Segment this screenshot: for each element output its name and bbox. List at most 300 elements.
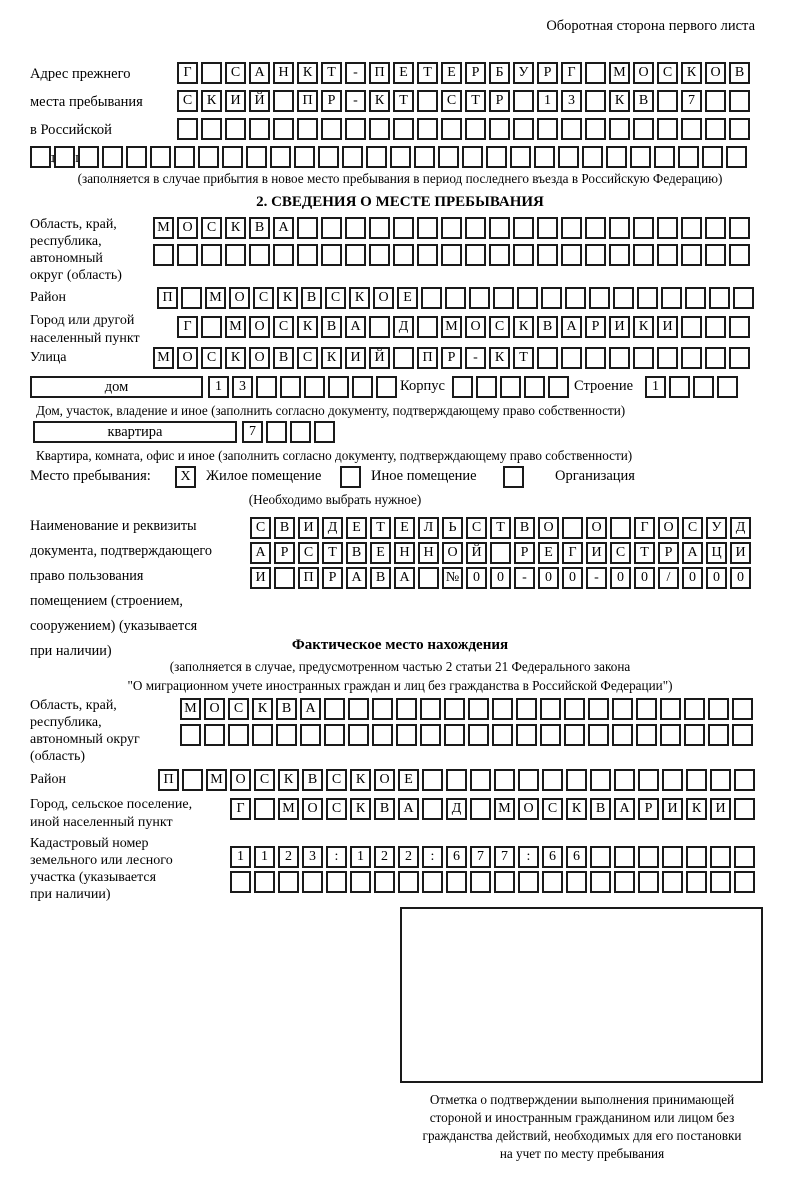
form-cell[interactable]: Д	[446, 798, 467, 820]
form-cell[interactable]	[585, 244, 606, 266]
form-cell[interactable]	[493, 287, 514, 309]
form-cell[interactable]: Р	[514, 542, 535, 564]
form-cell[interactable]: М	[206, 769, 227, 791]
form-cell[interactable]	[609, 217, 630, 239]
form-cell[interactable]	[494, 871, 515, 893]
form-cell[interactable]	[246, 146, 267, 168]
form-cell[interactable]: 0	[730, 567, 751, 589]
form-cell[interactable]: Г	[230, 798, 251, 820]
form-cell[interactable]	[513, 118, 534, 140]
form-cell[interactable]	[681, 244, 702, 266]
form-cell[interactable]: П	[369, 62, 390, 84]
form-cell[interactable]: К	[686, 798, 707, 820]
form-cell[interactable]: К	[609, 90, 630, 112]
form-cell[interactable]	[702, 146, 723, 168]
form-cell[interactable]	[638, 846, 659, 868]
form-cell[interactable]	[446, 769, 467, 791]
form-cell[interactable]: И	[657, 316, 678, 338]
form-cell[interactable]: Н	[418, 542, 439, 564]
form-cell[interactable]	[249, 118, 270, 140]
form-cell[interactable]	[369, 217, 390, 239]
form-cell[interactable]	[516, 724, 537, 746]
form-cell[interactable]: К	[278, 769, 299, 791]
form-cell[interactable]: М	[180, 698, 201, 720]
form-cell[interactable]	[328, 376, 349, 398]
form-cell[interactable]	[201, 316, 222, 338]
form-cell[interactable]: В	[249, 217, 270, 239]
form-cell[interactable]	[686, 871, 707, 893]
form-cell[interactable]	[657, 347, 678, 369]
checkbox-other-premises[interactable]	[340, 466, 361, 488]
form-cell[interactable]	[421, 287, 442, 309]
form-cell[interactable]: Т	[322, 542, 343, 564]
form-cell[interactable]	[705, 244, 726, 266]
form-cell[interactable]	[610, 517, 631, 539]
form-cell[interactable]	[614, 871, 635, 893]
form-cell[interactable]	[686, 846, 707, 868]
form-cell[interactable]	[465, 244, 486, 266]
form-cell[interactable]: Е	[370, 542, 391, 564]
form-cell[interactable]	[588, 724, 609, 746]
form-cell[interactable]: Т	[513, 347, 534, 369]
form-cell[interactable]	[590, 871, 611, 893]
form-cell[interactable]	[222, 146, 243, 168]
form-cell[interactable]: К	[252, 698, 273, 720]
form-cell[interactable]: 0	[538, 567, 559, 589]
form-cell[interactable]	[517, 287, 538, 309]
form-cell[interactable]	[661, 287, 682, 309]
form-cell[interactable]: К	[489, 347, 510, 369]
form-cell[interactable]	[254, 798, 275, 820]
form-cell[interactable]: Р	[638, 798, 659, 820]
form-cell[interactable]: Н	[394, 542, 415, 564]
form-cell[interactable]: Т	[370, 517, 391, 539]
form-cell[interactable]: 3	[561, 90, 582, 112]
form-cell[interactable]: К	[201, 90, 222, 112]
form-cell[interactable]: В	[514, 517, 535, 539]
form-cell[interactable]	[444, 698, 465, 720]
form-cell[interactable]	[537, 347, 558, 369]
form-cell[interactable]	[417, 316, 438, 338]
form-cell[interactable]: -	[345, 62, 366, 84]
form-cell[interactable]	[273, 244, 294, 266]
form-cell[interactable]: Б	[489, 62, 510, 84]
form-cell[interactable]	[177, 118, 198, 140]
form-cell[interactable]: 1	[537, 90, 558, 112]
form-cell[interactable]	[396, 724, 417, 746]
form-cell[interactable]: К	[566, 798, 587, 820]
form-cell[interactable]: С	[297, 347, 318, 369]
form-cell[interactable]	[489, 244, 510, 266]
form-cell[interactable]	[541, 287, 562, 309]
form-cell[interactable]	[398, 871, 419, 893]
form-cell[interactable]	[369, 118, 390, 140]
form-cell[interactable]	[705, 347, 726, 369]
form-cell[interactable]: М	[609, 62, 630, 84]
form-cell[interactable]	[590, 846, 611, 868]
form-cell[interactable]	[324, 698, 345, 720]
form-cell[interactable]	[685, 287, 706, 309]
form-cell[interactable]	[266, 421, 287, 443]
form-cell[interactable]	[300, 724, 321, 746]
form-cell[interactable]: И	[345, 347, 366, 369]
form-cell[interactable]: К	[321, 347, 342, 369]
form-cell[interactable]	[393, 244, 414, 266]
form-cell[interactable]	[636, 698, 657, 720]
form-cell[interactable]: -	[586, 567, 607, 589]
form-cell[interactable]	[662, 871, 683, 893]
form-cell[interactable]	[321, 244, 342, 266]
form-cell[interactable]	[732, 698, 753, 720]
form-cell[interactable]	[516, 698, 537, 720]
form-cell[interactable]	[540, 724, 561, 746]
form-cell[interactable]	[612, 698, 633, 720]
form-cell[interactable]	[537, 217, 558, 239]
form-cell[interactable]	[489, 118, 510, 140]
form-cell[interactable]: У	[513, 62, 534, 84]
form-cell[interactable]: И	[298, 517, 319, 539]
form-cell[interactable]: О	[705, 62, 726, 84]
form-cell[interactable]	[376, 376, 397, 398]
form-cell[interactable]: С	[610, 542, 631, 564]
form-cell[interactable]	[492, 698, 513, 720]
form-cell[interactable]: С	[177, 90, 198, 112]
form-cell[interactable]: Т	[465, 90, 486, 112]
form-cell[interactable]	[660, 724, 681, 746]
form-cell[interactable]	[470, 798, 491, 820]
form-cell[interactable]: О	[442, 542, 463, 564]
form-cell[interactable]	[638, 769, 659, 791]
form-cell[interactable]: Р	[658, 542, 679, 564]
form-cell[interactable]: В	[633, 90, 654, 112]
form-cell[interactable]	[414, 146, 435, 168]
form-cell[interactable]: М	[153, 347, 174, 369]
form-cell[interactable]	[684, 698, 705, 720]
form-cell[interactable]: О	[249, 347, 270, 369]
form-cell[interactable]: Г	[562, 542, 583, 564]
form-cell[interactable]	[585, 118, 606, 140]
form-cell[interactable]: Е	[393, 62, 414, 84]
form-cell[interactable]	[500, 376, 521, 398]
form-cell[interactable]	[684, 724, 705, 746]
form-cell[interactable]: О	[229, 287, 250, 309]
form-cell[interactable]: С	[228, 698, 249, 720]
form-cell[interactable]: С	[225, 62, 246, 84]
form-cell[interactable]: №	[442, 567, 463, 589]
form-cell[interactable]	[710, 871, 731, 893]
form-cell[interactable]: 2	[374, 846, 395, 868]
form-cell[interactable]	[280, 376, 301, 398]
form-cell[interactable]	[734, 871, 755, 893]
checkbox-residential[interactable]	[175, 466, 196, 488]
checkbox-organization[interactable]	[503, 466, 524, 488]
form-cell[interactable]	[590, 769, 611, 791]
form-cell[interactable]	[681, 118, 702, 140]
form-cell[interactable]	[348, 698, 369, 720]
form-cell[interactable]: С	[273, 316, 294, 338]
form-cell[interactable]	[273, 90, 294, 112]
form-cell[interactable]	[201, 244, 222, 266]
form-cell[interactable]	[510, 146, 531, 168]
form-cell[interactable]: Р	[274, 542, 295, 564]
form-cell[interactable]	[393, 118, 414, 140]
form-cell[interactable]	[609, 347, 630, 369]
form-cell[interactable]: В	[276, 698, 297, 720]
form-cell[interactable]: К	[297, 316, 318, 338]
form-cell[interactable]: Д	[730, 517, 751, 539]
form-cell[interactable]	[638, 871, 659, 893]
form-cell[interactable]: В	[374, 798, 395, 820]
form-cell[interactable]	[537, 118, 558, 140]
form-cell[interactable]: И	[730, 542, 751, 564]
form-cell[interactable]: С	[298, 542, 319, 564]
form-cell[interactable]: Т	[634, 542, 655, 564]
form-cell[interactable]	[438, 146, 459, 168]
form-cell[interactable]	[681, 347, 702, 369]
form-cell[interactable]	[486, 146, 507, 168]
form-cell[interactable]: Г	[561, 62, 582, 84]
form-cell[interactable]	[686, 769, 707, 791]
form-cell[interactable]: У	[706, 517, 727, 539]
form-cell[interactable]: К	[350, 798, 371, 820]
form-cell[interactable]: С	[253, 287, 274, 309]
form-cell[interactable]: И	[586, 542, 607, 564]
form-cell[interactable]	[654, 146, 675, 168]
form-cell[interactable]	[561, 217, 582, 239]
form-cell[interactable]	[345, 217, 366, 239]
form-cell[interactable]	[562, 517, 583, 539]
form-cell[interactable]: 7	[242, 421, 263, 443]
form-cell[interactable]	[705, 316, 726, 338]
form-cell[interactable]: О	[204, 698, 225, 720]
form-cell[interactable]	[318, 146, 339, 168]
form-cell[interactable]: С	[201, 217, 222, 239]
form-cell[interactable]: Й	[249, 90, 270, 112]
form-cell[interactable]	[297, 244, 318, 266]
form-cell[interactable]: Д	[393, 316, 414, 338]
form-cell[interactable]	[588, 698, 609, 720]
form-cell[interactable]	[228, 724, 249, 746]
form-cell[interactable]	[393, 217, 414, 239]
form-cell[interactable]	[710, 769, 731, 791]
form-cell[interactable]: К	[513, 316, 534, 338]
form-cell[interactable]	[274, 567, 295, 589]
form-cell[interactable]	[372, 698, 393, 720]
form-cell[interactable]: Н	[273, 62, 294, 84]
form-cell[interactable]	[417, 244, 438, 266]
form-cell[interactable]	[693, 376, 714, 398]
form-cell[interactable]: 0	[682, 567, 703, 589]
form-cell[interactable]	[566, 769, 587, 791]
form-cell[interactable]: -	[514, 567, 535, 589]
form-cell[interactable]	[589, 287, 610, 309]
form-cell[interactable]	[256, 376, 277, 398]
form-cell[interactable]	[534, 146, 555, 168]
form-cell[interactable]: Г	[177, 62, 198, 84]
form-cell[interactable]	[201, 118, 222, 140]
form-cell[interactable]	[324, 724, 345, 746]
form-cell[interactable]: Е	[394, 517, 415, 539]
form-cell[interactable]: О	[586, 517, 607, 539]
form-cell[interactable]: К	[350, 769, 371, 791]
form-cell[interactable]: М	[225, 316, 246, 338]
form-cell[interactable]	[633, 118, 654, 140]
form-cell[interactable]	[102, 146, 123, 168]
form-cell[interactable]: К	[225, 217, 246, 239]
form-cell[interactable]	[540, 698, 561, 720]
form-cell[interactable]	[252, 724, 273, 746]
form-cell[interactable]	[558, 146, 579, 168]
form-cell[interactable]: М	[278, 798, 299, 820]
form-cell[interactable]: 1	[230, 846, 251, 868]
form-cell[interactable]	[326, 871, 347, 893]
form-cell[interactable]: С	[542, 798, 563, 820]
form-cell[interactable]: Е	[441, 62, 462, 84]
form-cell[interactable]	[462, 146, 483, 168]
form-cell[interactable]	[470, 871, 491, 893]
form-cell[interactable]	[352, 376, 373, 398]
form-cell[interactable]: К	[277, 287, 298, 309]
form-cell[interactable]: И	[710, 798, 731, 820]
form-cell[interactable]	[513, 244, 534, 266]
form-cell[interactable]: Р	[537, 62, 558, 84]
form-cell[interactable]: И	[662, 798, 683, 820]
form-cell[interactable]: А	[394, 567, 415, 589]
form-cell[interactable]: А	[300, 698, 321, 720]
form-cell[interactable]: О	[177, 217, 198, 239]
form-cell[interactable]: О	[177, 347, 198, 369]
form-cell[interactable]	[564, 698, 585, 720]
form-cell[interactable]: О	[518, 798, 539, 820]
form-cell[interactable]	[465, 118, 486, 140]
form-cell[interactable]: В	[274, 517, 295, 539]
form-cell[interactable]: С	[657, 62, 678, 84]
form-cell[interactable]: 0	[706, 567, 727, 589]
form-cell[interactable]	[374, 871, 395, 893]
form-cell[interactable]: С	[201, 347, 222, 369]
form-cell[interactable]	[153, 244, 174, 266]
form-cell[interactable]: К	[681, 62, 702, 84]
form-cell[interactable]	[513, 217, 534, 239]
form-cell[interactable]	[609, 244, 630, 266]
form-cell[interactable]: Р	[585, 316, 606, 338]
form-cell[interactable]	[633, 244, 654, 266]
form-cell[interactable]	[225, 244, 246, 266]
form-cell[interactable]: В	[370, 567, 391, 589]
form-cell[interactable]: С	[466, 517, 487, 539]
form-cell[interactable]	[150, 146, 171, 168]
form-cell[interactable]: В	[346, 542, 367, 564]
form-cell[interactable]	[270, 146, 291, 168]
form-cell[interactable]: Е	[538, 542, 559, 564]
form-cell[interactable]	[345, 244, 366, 266]
form-cell[interactable]	[396, 698, 417, 720]
form-cell[interactable]	[304, 376, 325, 398]
form-cell[interactable]: О	[302, 798, 323, 820]
form-cell[interactable]	[582, 146, 603, 168]
form-cell[interactable]: Д	[322, 517, 343, 539]
form-cell[interactable]: М	[441, 316, 462, 338]
form-cell[interactable]: В	[590, 798, 611, 820]
form-cell[interactable]	[633, 217, 654, 239]
form-cell[interactable]	[393, 347, 414, 369]
form-cell[interactable]	[441, 217, 462, 239]
form-cell[interactable]	[422, 798, 443, 820]
form-cell[interactable]	[705, 118, 726, 140]
form-cell[interactable]	[177, 244, 198, 266]
form-cell[interactable]	[729, 347, 750, 369]
form-cell[interactable]	[729, 118, 750, 140]
form-cell[interactable]: 3	[232, 376, 253, 398]
form-cell[interactable]: 0	[634, 567, 655, 589]
form-cell[interactable]	[561, 118, 582, 140]
form-cell[interactable]: С	[682, 517, 703, 539]
form-cell[interactable]: 7	[494, 846, 515, 868]
form-cell[interactable]	[524, 376, 545, 398]
form-cell[interactable]	[636, 724, 657, 746]
form-cell[interactable]: С	[326, 798, 347, 820]
form-cell[interactable]	[290, 421, 311, 443]
form-cell[interactable]	[54, 146, 75, 168]
form-cell[interactable]	[422, 871, 443, 893]
form-cell[interactable]: П	[298, 567, 319, 589]
form-cell[interactable]	[492, 724, 513, 746]
form-cell[interactable]	[417, 118, 438, 140]
form-cell[interactable]	[417, 90, 438, 112]
form-cell[interactable]	[542, 769, 563, 791]
form-cell[interactable]	[537, 244, 558, 266]
form-cell[interactable]: 0	[490, 567, 511, 589]
form-cell[interactable]	[585, 90, 606, 112]
form-cell[interactable]	[660, 698, 681, 720]
form-cell[interactable]: В	[537, 316, 558, 338]
form-cell[interactable]	[273, 118, 294, 140]
form-cell[interactable]	[614, 846, 635, 868]
form-cell[interactable]	[297, 118, 318, 140]
form-cell[interactable]: О	[658, 517, 679, 539]
form-cell[interactable]	[445, 287, 466, 309]
form-cell[interactable]: Т	[490, 517, 511, 539]
form-cell[interactable]	[585, 217, 606, 239]
form-cell[interactable]: В	[301, 287, 322, 309]
form-cell[interactable]	[709, 287, 730, 309]
form-cell[interactable]	[201, 62, 222, 84]
form-cell[interactable]	[729, 244, 750, 266]
form-cell[interactable]: 2	[398, 846, 419, 868]
form-cell[interactable]	[302, 871, 323, 893]
form-cell[interactable]	[732, 724, 753, 746]
form-cell[interactable]: -	[345, 90, 366, 112]
form-cell[interactable]	[468, 724, 489, 746]
form-cell[interactable]: К	[633, 316, 654, 338]
form-cell[interactable]	[345, 118, 366, 140]
form-cell[interactable]: К	[349, 287, 370, 309]
form-cell[interactable]	[678, 146, 699, 168]
form-cell[interactable]	[174, 146, 195, 168]
form-cell[interactable]: Т	[393, 90, 414, 112]
form-cell[interactable]: М	[494, 798, 515, 820]
form-cell[interactable]	[705, 217, 726, 239]
form-cell[interactable]: П	[297, 90, 318, 112]
form-cell[interactable]: Е	[346, 517, 367, 539]
form-cell[interactable]	[542, 871, 563, 893]
form-cell[interactable]	[612, 724, 633, 746]
form-cell[interactable]: Г	[177, 316, 198, 338]
form-cell[interactable]	[254, 871, 275, 893]
form-cell[interactable]: О	[230, 769, 251, 791]
form-cell[interactable]	[390, 146, 411, 168]
form-cell[interactable]: Е	[398, 769, 419, 791]
